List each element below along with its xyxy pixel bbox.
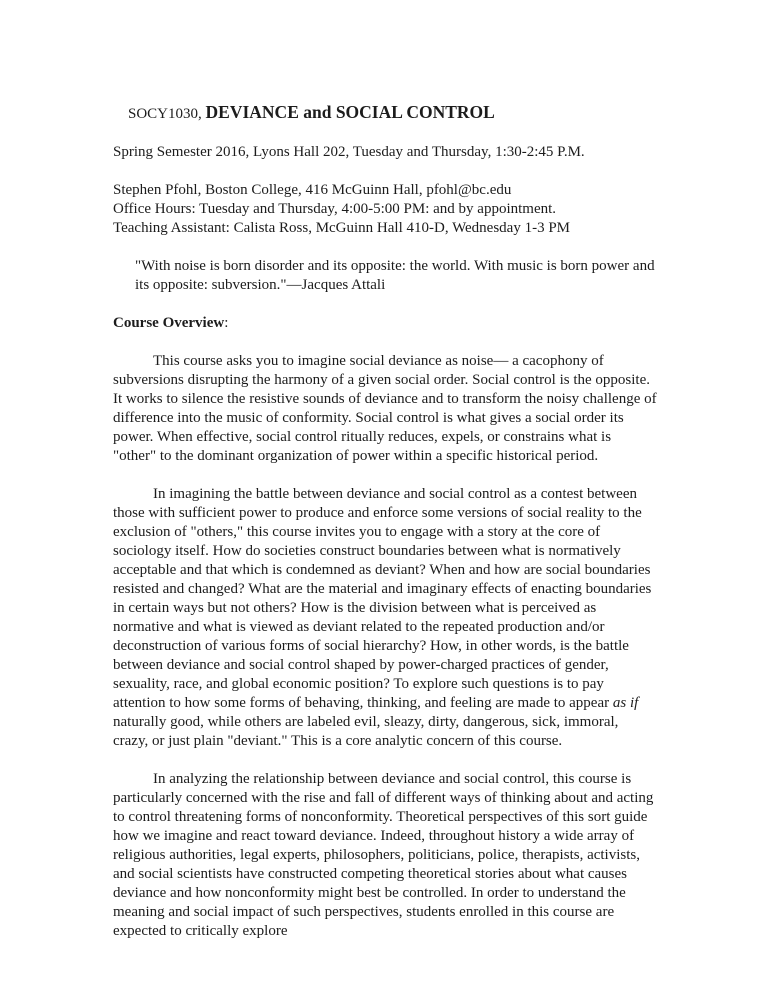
course-code: SOCY1030, [128,106,206,122]
paragraph-2-text-pre: In imagining the battle between deviance and social control as a contest between those with sufficient power to produce and enforce some versions of social reality to the exclusion of "others," this course invites you to engage with a story at the core of sociology itself. How do societies construct boundaries between what is normatively acceptable and that which is condemned as deviant? When and how are social boundaries resisted and changed? What are the material and imaginary effects of enacting boundaries in certain ways but not others? How is the division between what is perceived as normative and what is viewed as deviant related to the repeated production and/or deconstruction of various forms of social hierarchy? How, in other words, is the battle between deviance and social control shaped by power-charged practices of gender, sexuality, race, and global economic position? To explore such questions is to pay attention to how some forms of behaving, thinking, and feeling are made to appear [113,486,656,711]
section-heading-course-overview [113,314,657,333]
course-title: DEVIANCE and SOCIAL CONTROL [205,102,495,122]
course-overview-paragraph-1: This course asks you to imagine social deviance as noise— a cacophony of subversions disrupting the harmony of a given social order. Social control is the opposite. It works to silence the resistive sounds of deviance and to transform the noisy challenge of difference into the music of conformity. Social control is what gives a social order its power. When effective, social control ritually reduces, expels, or constrains what is "other" to the dominant organization of power within a specific historical period. [113,353,661,464]
section-heading-colon: : [224,315,229,331]
course-overview-paragraph-3: In analyzing the relationship between deviance and social control, this course is particularly concerned with the rise and fall of different ways of thinking about and acting to control threatening forms of nonconformity. Theoretical perspectives of this sort guide how we imagine and react toward deviance. Indeed, throughout history a wide array of religious authorities, legal experts, philosophers, politicians, police, therapists, activists, and social scientists have constructed competing theoretical stories about what causes deviance and how nonconformity might best be controlled. In order to understand the meaning and social impact of such perspectives, students enrolled in this course are expected to critically explore [113,771,658,939]
epigraph-quote: "With noise is born disorder and its opposite: the world. With music is born power and its opposite: subversion."—Jacques Attali [135,258,659,293]
course-overview-paragraph-2 [113,485,657,751]
instructor-line: Stephen Pfohl, Boston College, 416 McGuinn Hall, pfohl@bc.edu [113,182,512,198]
teaching-assistant-line: Teaching Assistant: Calista Ross, McGuinn Hall 410-D, Wednesday 1-3 PM [113,220,571,236]
section-heading-text: Course Overview [113,315,225,331]
paragraph-2-text-post: naturally good, while others are labeled evil, sleazy, dirty, dangerous, sick, immoral, crazy, or just plain "deviant." This is a core analytic concern of this course. [113,695,643,749]
paragraph-2-italic-phrase: as if [612,695,639,711]
contact-block [113,181,657,238]
course-title-line [113,84,657,143]
course-schedule: Spring Semester 2016, Lyons Hall 202, Tuesday and Thursday, 1:30-2:45 P.M. [113,144,585,160]
office-hours-line: Office Hours: Tuesday and Thursday, 4:00-5:00 PM: and by appointment. [113,201,557,217]
